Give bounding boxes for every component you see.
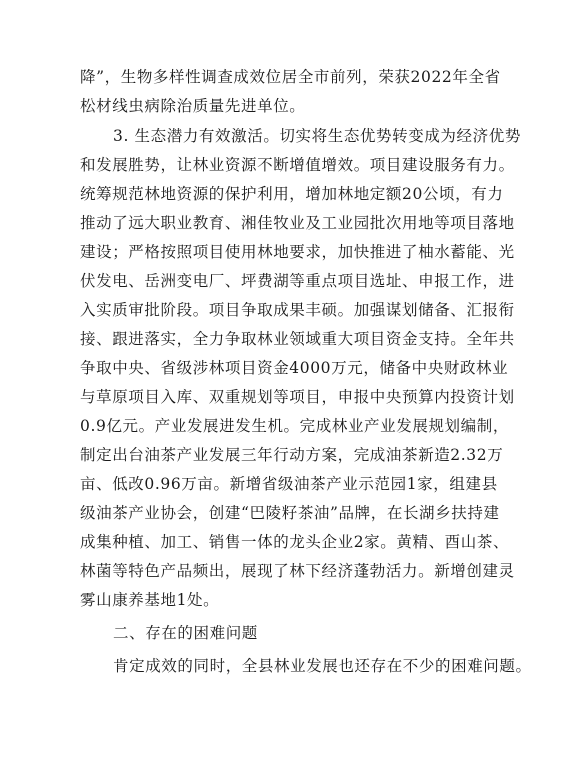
paragraph-line: 肯定成效的同时，全县林业发展也还存在不少的困难问题。 <box>113 657 532 675</box>
paragraph-line: 亩、低改0.96万亩。新增省级油茶产业示范园1家，组建县 <box>80 475 498 493</box>
paragraph-line: 雾山康养基地1处。 <box>80 591 220 609</box>
paragraph-line: 和发展胜势，让林业资源不断增值增效。项目建设服务有力。 <box>80 156 515 174</box>
paragraph-line: 入实质审批阶段。项目争取成果丰硕。加强谋划储备、汇报衔 <box>80 301 515 319</box>
paragraph-line: 与草原项目入库、双重规划等项目，申报中央预算内投资计划 <box>80 388 515 406</box>
paragraph-line: 成集种植、加工、销售一体的龙头企业2家。黄精、酉山茶、 <box>80 533 510 551</box>
paragraph-line: 降”，生物多样性调查成效位居全市前列，荣获2022年全省 <box>80 68 501 86</box>
section-heading: 二、存在的困难问题 <box>113 624 258 642</box>
paragraph-line: 级油茶产业协会，创建“巴陵籽茶油”品牌，在长湖乡扶持建 <box>80 504 500 522</box>
paragraph-line: 接、跟进落实，全力争取林业领域重大项目资金支持。全年共 <box>80 330 515 348</box>
paragraph-line: 统筹规范林地资源的保护利用，增加林地定额20公顷，有力 <box>80 185 504 203</box>
paragraph-line: 松材线虫病除治质量先进单位。 <box>80 97 306 115</box>
paragraph-line: 制定出台油茶产业发展三年行动方案，完成油茶新造2.32万 <box>80 446 504 464</box>
paragraph-line: 建设；严格按照项目使用林地要求，加快推进了柚水蓄能、光 <box>80 243 515 261</box>
paragraph-line: 3. 生态潜力有效激活。切实将生态优势转变成为经济优势 <box>113 127 521 145</box>
paragraph-line: 伏发电、岳洲变电厂、坪费湖等重点项目选址、申报工作，进 <box>80 272 515 290</box>
paragraph-line: 0.9亿元。产业发展进发生机。完成林业产业发展规划编制， <box>80 417 509 435</box>
paragraph-line: 推动了远大职业教育、湘佳牧业及工业园批次用地等项目落地 <box>80 214 515 232</box>
paragraph-line: 争取中央、省级涉林项目资金4000万元，储备中央财政林业 <box>80 359 509 377</box>
paragraph-line: 林菌等特色产品频出，展现了林下经济蓬勃活力。新增创建灵 <box>80 562 515 580</box>
